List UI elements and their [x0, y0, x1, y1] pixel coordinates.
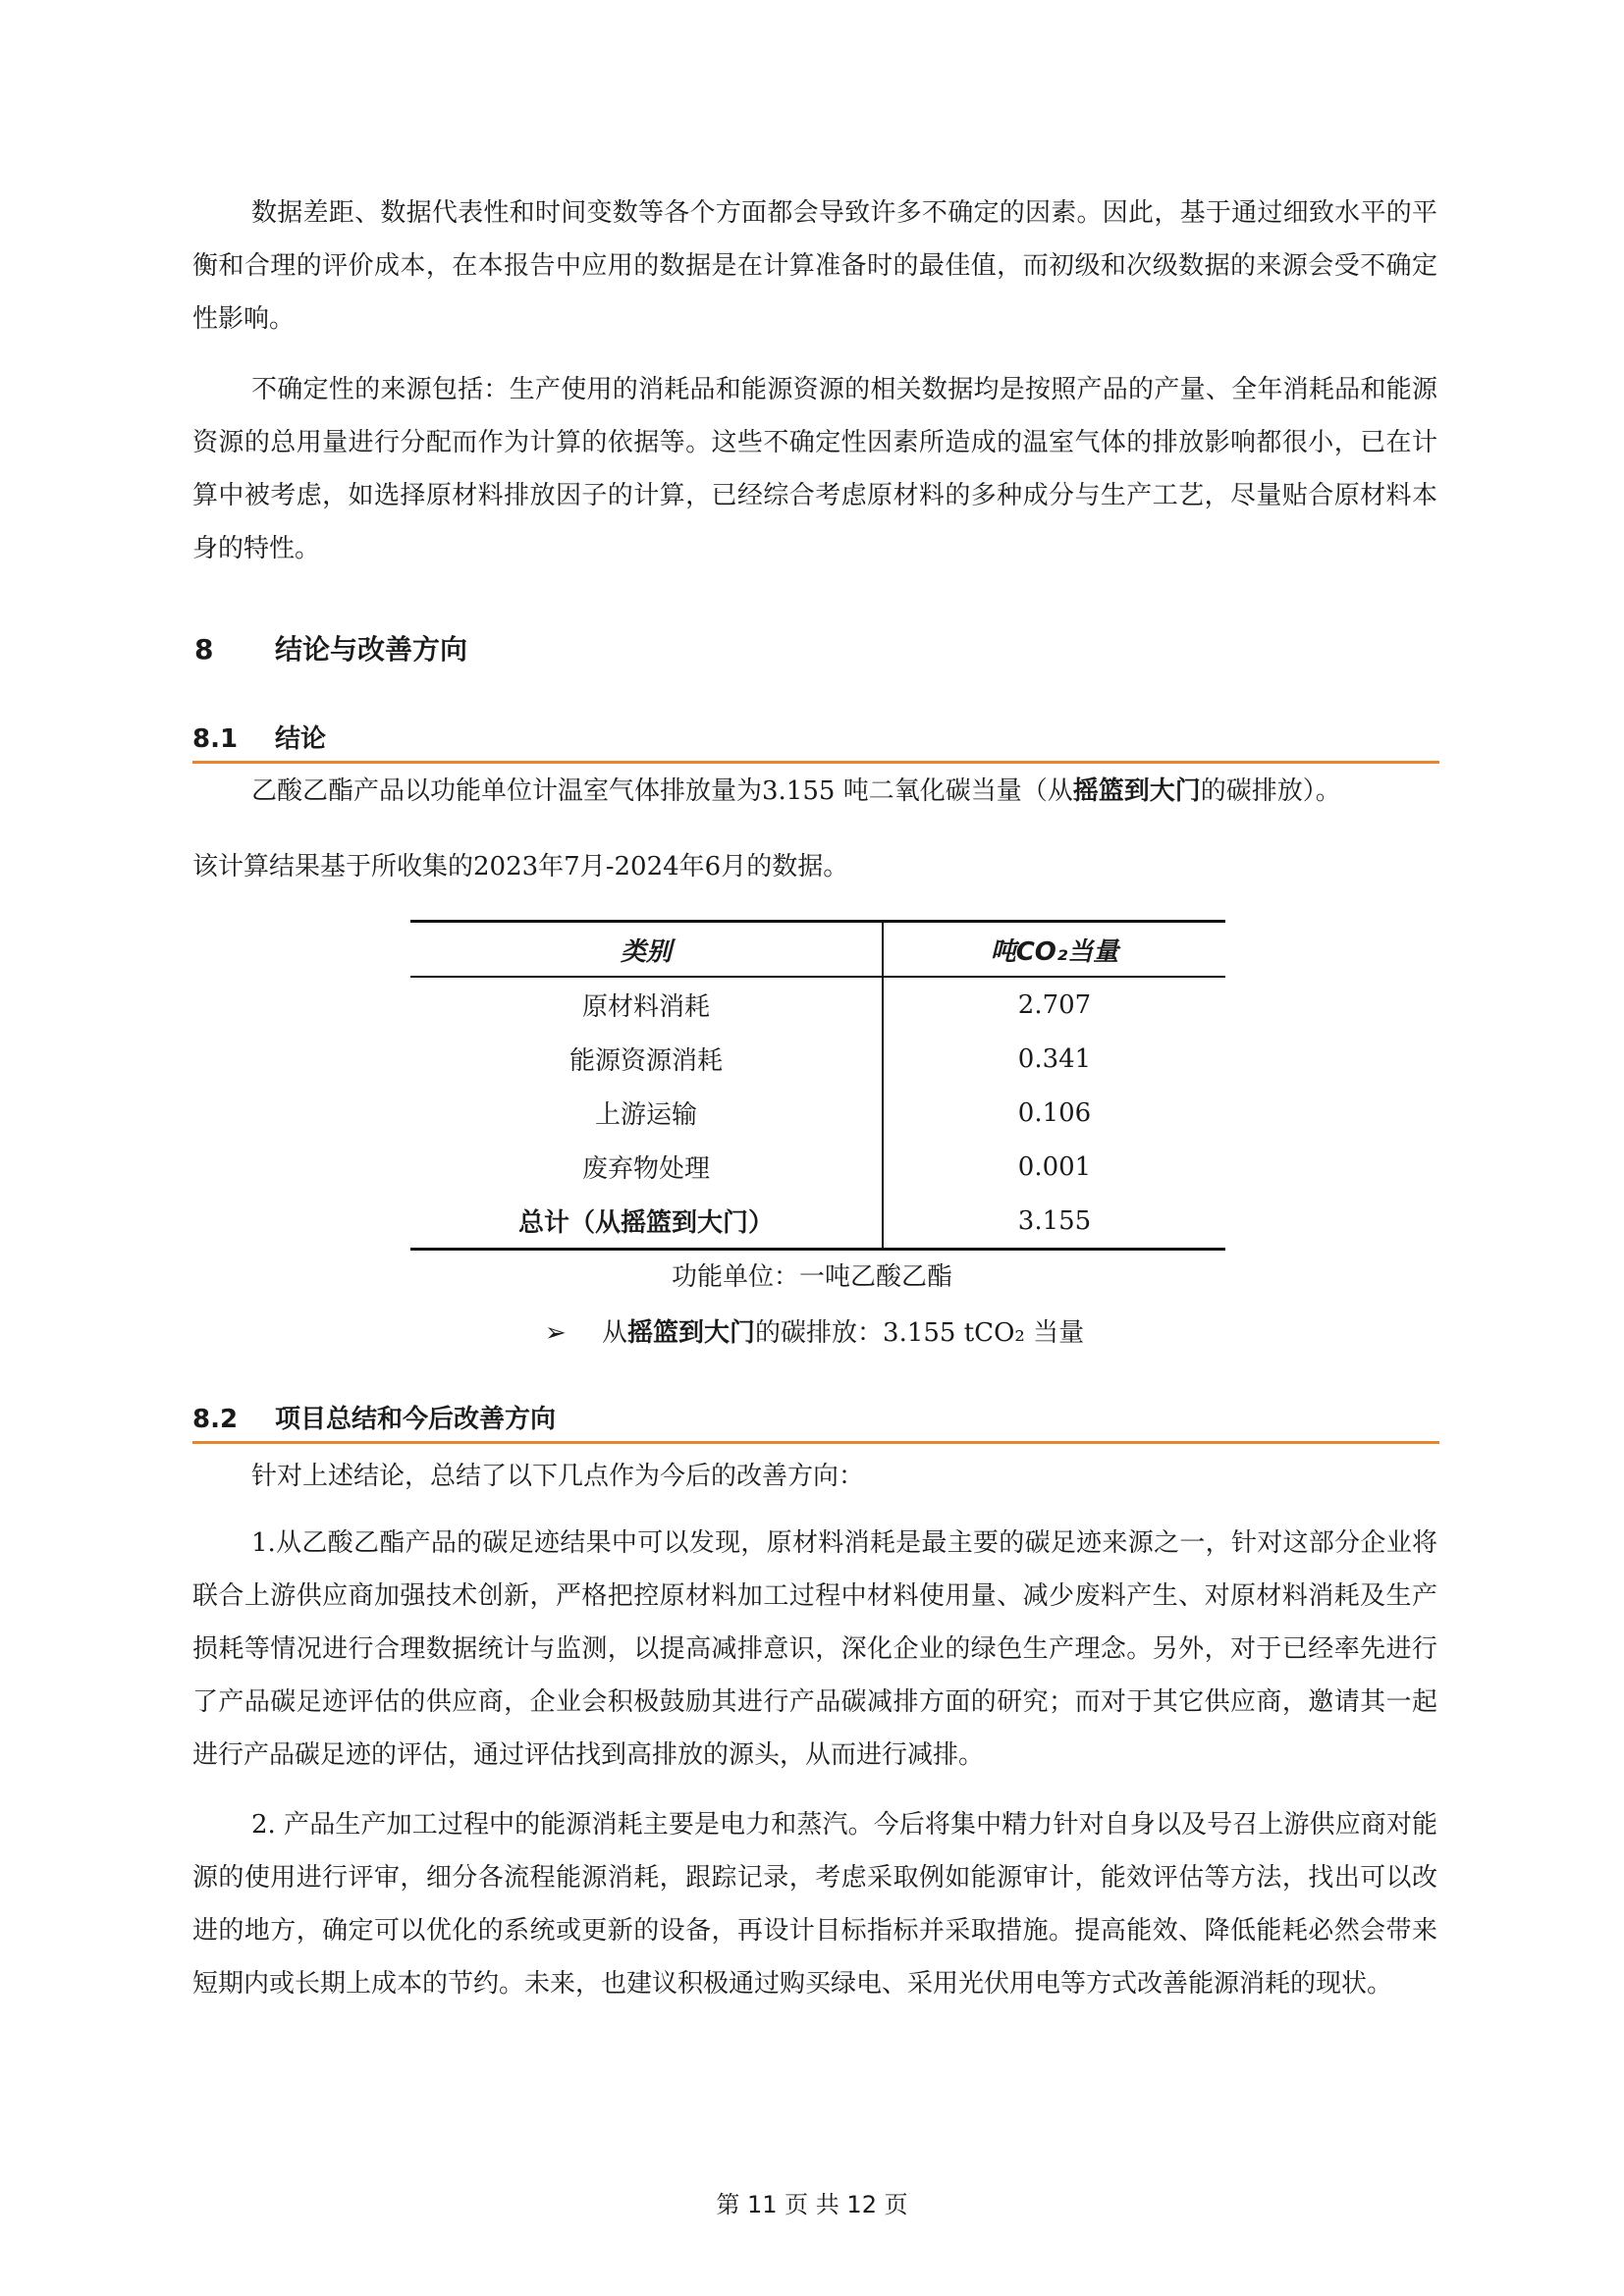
conclusion-line-2: 该计算结果基于所收集的2023年7月-2024年6月的数据。 [192, 852, 849, 881]
page-footer: 第 11 页 共 12 页 [716, 2191, 908, 2218]
table-total-label: 总计（从摇篮到大门） [410, 1194, 883, 1250]
conclusion-text: 乙酸乙酯产品以功能单位计温室气体排放量为3.155 吨二氧化碳当量（从 [251, 776, 1073, 806]
section-8-1-heading [192, 719, 1439, 764]
table-cell-category: 原材料消耗 [410, 977, 883, 1032]
table-cell-category: 上游运输 [410, 1086, 883, 1140]
table-cell-category: 废弃物处理 [410, 1140, 883, 1194]
bullet-arrow-icon: ➢ [545, 1318, 567, 1348]
conclusion-bold-scope: 摇篮到大门 [1072, 776, 1201, 806]
column-header-co2: 吨CO₂当量 [883, 922, 1225, 978]
improvement-lead: 针对上述结论，总结了以下几点作为今后的改善方向： [251, 1462, 865, 1491]
intro-paragraph-1: 数据差距、数据代表性和时间变数等各个方面都会导致许多不确定的因素。因此，基于通过细致水平的平衡和合理的评价成本，在本报告中应用的数据是在计算准备时的最佳值，而初级和次级数据的来源会受不确定性影响。 [192, 198, 1437, 334]
table-cell-value: 2.707 [1017, 989, 1092, 1020]
table-total-row [410, 1194, 1225, 1250]
bullet-text-end: 的碳排放：3.155 tCO₂ 当量 [755, 1318, 1085, 1348]
section-8-number: 8 [194, 633, 214, 666]
table-cell-value: 0.341 [1017, 1043, 1092, 1074]
improvement-point-1: 1.从乙酸乙酯产品的碳足迹结果中可以发现，原材料消耗是最主要的碳足迹来源之一，针对这部分企业将联合上游供应商加强技术创新，严格把控原材料加工过程中材料使用量、减少废料产生、对原材料消耗及生产损耗等情况进行合理数据统计与监测，以提高减排意识，深化企业的绿色生产理念。另外，对于已经率先进行了产品碳足迹评估的供应商，企业会积极鼓励其进行产品碳减排方面的研究；而对于其它供应商，邀请其一起进行产品碳足迹的评估，通过评估找到高排放的源头，从而进行减排。 [192, 1528, 1437, 1770]
table-row [410, 1140, 1225, 1194]
table-caption: 功能单位：一吨乙酸乙酯 [671, 1262, 952, 1292]
bullet-text: 从 [602, 1318, 628, 1348]
table-cell-value: 0.001 [1017, 1151, 1092, 1182]
table-row [410, 977, 1225, 1032]
section-8-2-title: 项目总结和今后改善方向 [275, 1405, 557, 1434]
conclusion-text-end: 的碳排放）。 [1200, 776, 1341, 806]
bullet-line [545, 1312, 1084, 1349]
column-header-category: 类别 [410, 922, 883, 978]
section-8-1-number: 8.1 [192, 724, 239, 754]
section-8-2-heading [192, 1399, 1439, 1444]
section-8-title: 结论与改善方向 [275, 633, 468, 666]
bullet-bold-scope: 摇篮到大门 [627, 1318, 756, 1348]
conclusion-line-1 [251, 771, 1341, 807]
emissions-table [410, 920, 1225, 1251]
table-row [410, 1032, 1225, 1086]
table-cell-value: 0.106 [1017, 1097, 1092, 1128]
section-8-2-number: 8.2 [192, 1405, 239, 1434]
table-row [410, 1086, 1225, 1140]
table-cell-category: 能源资源消耗 [410, 1032, 883, 1086]
table-total-value: 3.155 [1017, 1205, 1092, 1236]
table-header-row [410, 922, 1225, 978]
improvement-point-2: 2. 产品生产加工过程中的能源消耗主要是电力和蒸汽。今后将集中精力针对自身以及号召上游供应商对能源的使用进行评审，细分各流程能源消耗，跟踪记录，考虑采取例如能源审计，能效评估等方法，找出可以改进的地方，确定可以优化的系统或更新的设备，再设计目标指标并采取措施。提高能效、降低能耗必然会带来短期内或长期上成本的节约。未来，也建议积极通过购买绿电、采用光伏用电等方式改善能源消耗的现状。 [192, 1810, 1437, 1999]
section-8-heading [194, 628, 467, 667]
intro-paragraph-2: 不确定性的来源包括：生产使用的消耗品和能源资源的相关数据均是按照产品的产量、全年消耗品和能源资源的总用量进行分配而作为计算的依据等。这些不确定性因素所造成的温室气体的排放影响都很小，已在计算中被考虑，如选择原材料排放因子的计算，已经综合考虑原材料的多种成分与生产工艺，尽量贴合原材料本身的特性。 [192, 375, 1437, 563]
section-8-1-title: 结论 [275, 724, 327, 754]
